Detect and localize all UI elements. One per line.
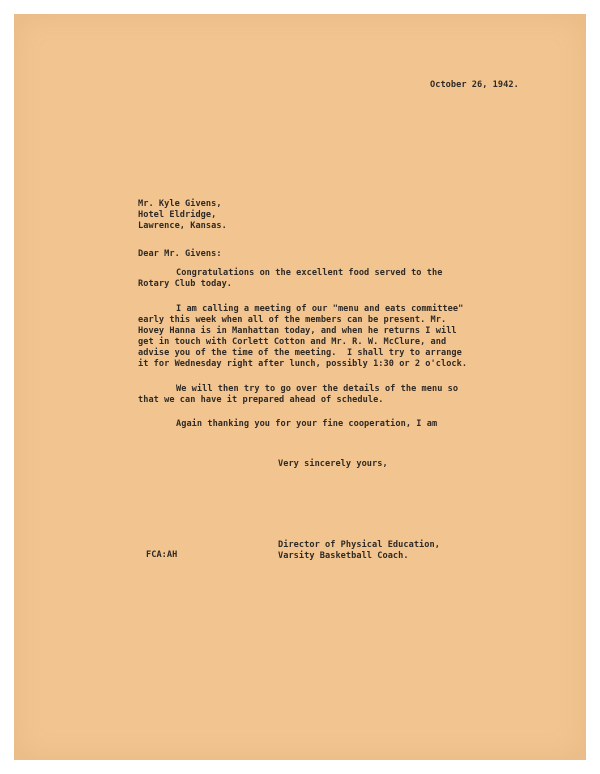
recipient-hotel: Hotel Eldridge, bbox=[138, 210, 217, 220]
closing: Very sincerely yours, bbox=[278, 459, 388, 469]
typist-initials: FCA:AH bbox=[146, 550, 178, 560]
paragraph-line: early this week when all of the members can be present. Mr. bbox=[138, 315, 447, 325]
paragraph-line: Hovey Hanna is in Manhattan today, and when he returns I will bbox=[138, 326, 457, 336]
paragraph-line: that we can have it prepared ahead of schedule. bbox=[138, 395, 384, 405]
signature-title-2: Varsity Basketball Coach. bbox=[278, 551, 409, 561]
letter-page bbox=[14, 14, 586, 760]
paragraph-line: I am calling a meeting of our "menu and eats committee" bbox=[176, 304, 464, 314]
paragraph-line: advise you of the time of the meeting. I shall try to arrange bbox=[138, 348, 462, 358]
paragraph-line: Again thanking you for your fine cooperation, I am bbox=[176, 419, 438, 429]
signature-title-1: Director of Physical Education, bbox=[278, 540, 440, 550]
paragraph-line: We will then try to go over the details of the menu so bbox=[176, 384, 459, 394]
paragraph-line: Rotary Club today. bbox=[138, 279, 233, 289]
letter-date: October 26, 1942. bbox=[430, 80, 519, 90]
paragraph-line: it for Wednesday right after lunch, possibly 1:30 or 2 o'clock. bbox=[138, 359, 468, 369]
paragraph-line: Congratulations on the excellent food served to the bbox=[176, 268, 443, 278]
recipient-city: Lawrence, Kansas. bbox=[138, 221, 227, 231]
salutation: Dear Mr. Givens: bbox=[138, 249, 222, 259]
paragraph-line: get in touch with Corlett Cotton and Mr. R. W. McClure, and bbox=[138, 337, 447, 347]
recipient-name: Mr. Kyle Givens, bbox=[138, 199, 222, 209]
